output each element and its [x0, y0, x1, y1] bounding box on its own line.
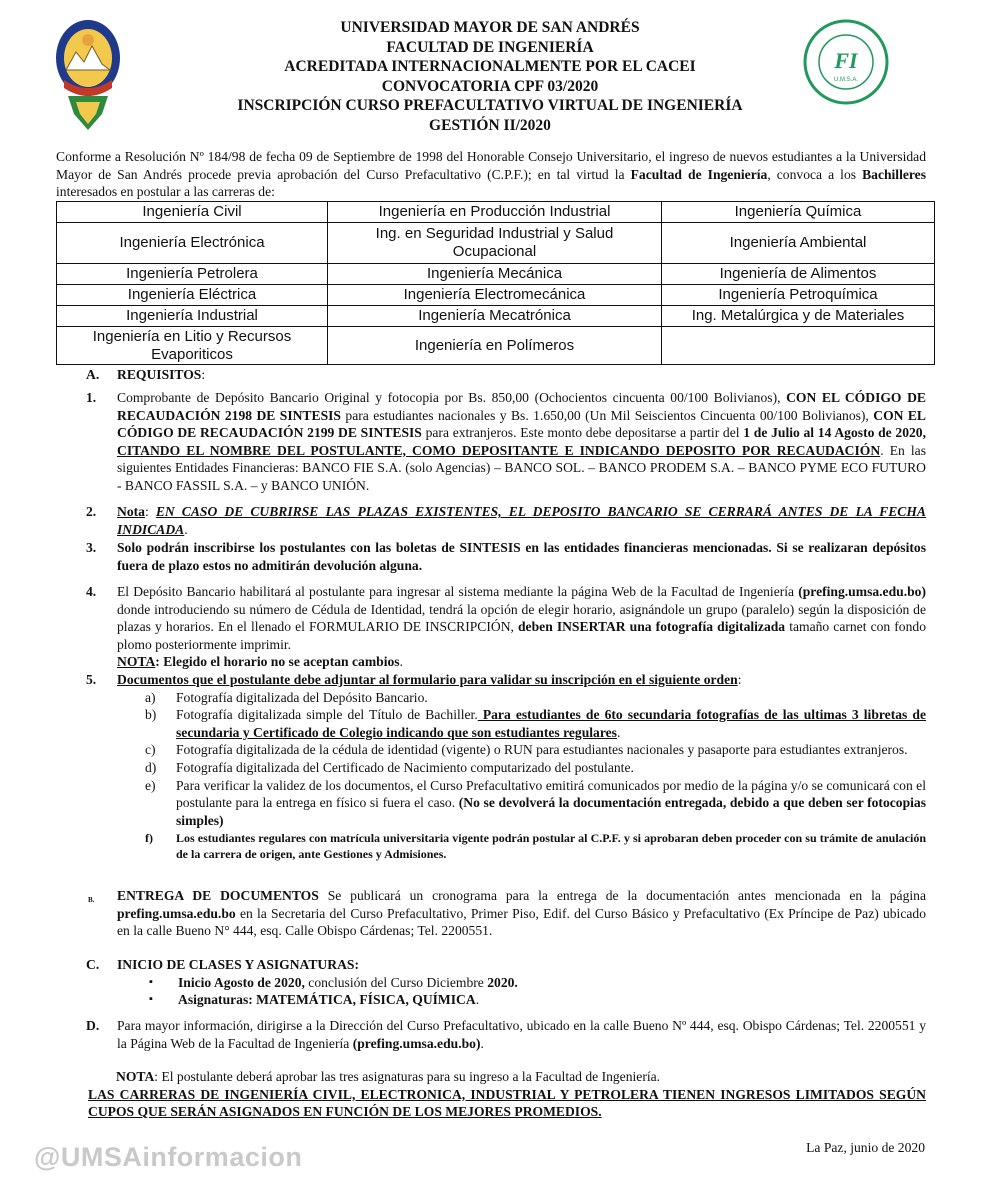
- careers-row: [57, 327, 935, 365]
- list-item: ▪ Asignaturas: MATEMÁTICA, FÍSICA, QUÍMICA.: [149, 992, 480, 1008]
- career-cell: Ing. en Seguridad Industrial y Salud Ocupacional: [328, 223, 662, 264]
- careers-row: [57, 202, 935, 223]
- document-subitem-e: e) Para verificar la validez de los documentos, el Curso Prefacultativo emitirá comunicados por medio de la página y/o se comunicará con el postulante para la entrega en físico si fuera el caso. (No se devolverá la documentación entregada, debido a que deben ser fotocopias simples): [145, 777, 927, 828]
- header-line-call: CONVOCATORIA CPF 03/2020: [381, 77, 599, 95]
- career-cell: Ingeniería en Producción Industrial: [328, 202, 662, 223]
- requirement-item-1: 1. Comprobante de Depósito Bancario Original y fotocopia por Bs. 850,00 (Ochocientos cincuenta 00/100 Bolivianos), CON EL CÓDIGO DE RECAUDACIÓN 2198 DE SINTESIS para estudiantes nacionales y Bs. 1.650,00 (Un Mil Seiscientos Cincuenta 00/100 Bolivianos), CON EL CÓDIGO DE RECAUDACIÓN 2199 DE SINTESIS para extranjeros. Este monto debe depositarse a partir del 1 de Julio al 14 Agosto de 2020, CITANDO EL NOMBRE DEL POSTULANTE, COMO DEPOSITANTE E INDICANDO DEPOSITO POR RECAUDACIÓN. En las siguientes Entidades Financieras: BANCO FIE S.A. (solo Agencias) – BANCO SOL. – BANCO PRODEM S.A. – BANCO PYME ECO FUTURO - BANCO FASSIL S.A. – y BANCO UNIÓN.: [86, 390, 927, 493]
- requirement-item-3: 3. Solo podrán inscribirse los postulantes con las boletas de SINTESIS en las entidades financieras mencionadas. Si se realizaran depósitos fuera de plazo estos no admitirán devolución alguna.: [86, 540, 926, 573]
- requirement-item-2: 2. Nota: EN CASO DE CUBRIRSE LAS PLAZAS EXISTENTES, EL DEPOSITO BANCARIO SE CERRARÁ ANTES DE LA FECHA INDICADA.: [86, 504, 926, 537]
- fi-seal-initials: FI: [834, 48, 858, 73]
- career-cell: Ingeniería Química: [662, 202, 935, 223]
- career-cell: Ingeniería Ambiental: [662, 223, 935, 264]
- fi-seal-sub: U.M.S.A.: [833, 77, 859, 83]
- closing-notes: NOTA: El postulante deberá aprobar las tres asignaturas para su ingreso a la Facultad de Ingeniería. LAS CARRERAS DE INGENIERÍA CIVIL, ELECTRONICA, INDUSTRIAL Y PETROLERA TIENEN INGRESOS LIMITADOS SEGÚN CUPOS QUE SERÁN ASIGNADOS EN FUNCIÓN DE LOS MEJORES PROMEDIOS.: [88, 1069, 926, 1120]
- careers-row: [57, 306, 935, 327]
- career-cell: Ingeniería Civil: [57, 202, 328, 223]
- career-cell: Ingeniería Mecatrónica: [328, 306, 662, 327]
- section-b-entrega: B. ENTREGA DE DOCUMENTOS Se publicará un cronograma para la entrega de la documentación antes mencionada en la página prefing.umsa.edu.bo en la Secretaria del Curso Prefacultativo, Primer Piso, Edif. del Curso Básico y Prefacultativo (Ex Príncipe de Paz) ubicado en la calle Bueno N° 444, esq. Calle Obispo Cárdenas; Tel. 2200551.: [88, 888, 926, 939]
- requirement-item-5: 5. Documentos que el postulante debe adjuntar al formulario para validar su inscripción en el siguiente orden: a) Fotografía digitalizada del Depósito Bancario. b) Fotografía digitalizada simple del Título de Bachiller. Para estudiantes de 6to secundaria fotografías de las ultimas 3 libretas de secundaria y Certificado de Colegio indicando que son estudiantes regulares. c) Fotografía digitalizada de la cédula de identidad (vigente) o RUN para estudiantes nacionales y pasaporte para estudiantes extranjeros. d) Fotografía digitalizada del Certificado de Nacimiento computarizado del postulante. e) Para verificar la validez de los documentos, el Curso Prefacultativo emitirá comunicados por medio de la página y/o se comunicará con el postulante para la entrega en físico si fuera el caso. (No se devolverá la documentación entregada, debido a que deben ser fotocopias simples) f) Los estudiantes regulares con matrícula universitaria vigente podrán postular al C.P.F. y si aprobaran deben proceder con su trámite de anulación de la carrera de origen, ante Gestiones y Admisiones.: [56, 671, 926, 862]
- document-subitem-b: b) Fotografía digitalizada simple del Título de Bachiller. Para estudiantes de 6to secundaria fotografías de las ultimas 3 libretas de secundaria y Certificado de Colegio indicando que son estudiantes regulares.: [145, 707, 927, 740]
- career-cell: Ingeniería en Polímeros: [328, 327, 662, 365]
- header-line-course: INSCRIPCIÓN CURSO PREFACULTATIVO VIRTUAL DE INGENIERÍA: [237, 97, 743, 114]
- header-line-university: UNIVERSIDAD MAYOR DE SAN ANDRÉS: [340, 19, 640, 36]
- document-header: [150, 18, 830, 135]
- list-item: ▪ Inicio Agosto de 2020, conclusión del Curso Diciembre 2020.: [149, 974, 518, 990]
- careers-row: [57, 264, 935, 285]
- limited-admission-notice: LAS CARRERAS DE INGENIERÍA CIVIL, ELECTRONICA, INDUSTRIAL Y PETROLERA TIENEN INGRESOS LIMITADOS SEGÚN CUPOS QUE SERÁN ASIGNADOS EN FUNCIÓN DE LOS MEJORES PROMEDIOS.: [88, 1086, 926, 1120]
- header-line-term: GESTIÓN II/2020: [429, 116, 551, 134]
- section-c-inicio-clases: C. INICIO DE CLASES Y ASIGNATURAS: ▪ Inicio Agosto de 2020, conclusión del Curso Diciembre 2020. ▪ Asignaturas: MATEMÁTICA, FÍSICA, QUÍMICA.: [56, 956, 926, 1009]
- document-subitem-a: a) Fotografía digitalizada del Depósito Bancario.: [145, 689, 428, 705]
- requirement-item-4: 4. El Depósito Bancario habilitará al postulante para ingresar al sistema mediante la página Web de la Facultad de Ingeniería (prefing.umsa.edu.bo) donde introduciendo su número de Cédula de Identidad, tendrá la opción de elegir horario, asignándole un grupo (paralelo) según la disposición de plazas y horarios. En el llenado el FORMULARIO DE INSCRIPCIÓN, deben INSERTAR una fotografía digitalizada tamaño carnet con fondo plomo posteriormente imprimir. NOTA: Elegido el horario no se aceptan cambios.: [86, 584, 926, 670]
- career-cell: Ingeniería Electrónica: [57, 223, 328, 264]
- career-cell: Ingeniería Industrial: [57, 306, 328, 327]
- nota-label: NOTA: [117, 654, 156, 670]
- career-cell: [662, 327, 935, 365]
- careers-row: [57, 223, 935, 264]
- section-a-requisitos: A. REQUISITOS:: [86, 367, 206, 382]
- careers-row: [57, 285, 935, 306]
- closing-nota-label: NOTA: [116, 1069, 155, 1084]
- career-cell: Ingeniería de Alimentos: [662, 264, 935, 285]
- career-cell: Ingeniería Petroquímica: [662, 285, 935, 306]
- intro-paragraph: Conforme a Resolución Nº 184/98 de fecha 09 de Septiembre de 1998 del Honorable Consejo Universitario, el ingreso de nuevos estudiantes a la Universidad Mayor de San Andrés procede previa aprobación del Curso Prefacultativo (C.P.F.); en tal virtud la Facultad de Ingeniería, convoca a los Bachilleres interesados en postular a las carreras de:: [56, 149, 927, 200]
- place-date: La Paz, junio de 2020: [806, 1140, 925, 1155]
- umsa-crest-logo: [54, 18, 122, 134]
- career-cell: Ingeniería en Litio y Recursos Evaporiticos: [57, 327, 328, 365]
- career-cell: Ingeniería Eléctrica: [57, 285, 328, 306]
- careers-table: [56, 201, 935, 365]
- header-line-faculty: FACULTAD DE INGENIERÍA: [386, 38, 594, 56]
- document-subitem-c: c) Fotografía digitalizada de la cédula de identidad (vigente) o RUN para estudiantes nacionales y pasaporte para estudiantes extranjeros.: [145, 742, 908, 758]
- document-subitem-d: d) Fotografía digitalizada del Certificado de Nacimiento computarizado del postulante.: [145, 759, 634, 775]
- career-cell: Ingeniería Electromecánica: [328, 285, 662, 306]
- section-title: REQUISITOS: [117, 367, 202, 382]
- career-cell: Ingeniería Mecánica: [328, 264, 662, 285]
- section-d-informacion: D. Para mayor información, dirigirse a la Dirección del Curso Prefacultativo, ubicado en la calle Bueno Nº 444, esq. Obispo Cárdenas; Tel. 2200551 y la Página Web de la Facultad de Ingeniería (prefing.umsa.edu.bo).: [86, 1018, 926, 1051]
- section-marker: A.: [86, 367, 100, 382]
- career-cell: Ingeniería Petrolera: [57, 264, 328, 285]
- document-subitem-f: f) Los estudiantes regulares con matrícula universitaria vigente podrán postular al C.P.F. y si aprobaran deben proceder con su trámite de anulación de la carrera de origen, ante Gestiones y Admisiones.: [145, 831, 926, 861]
- watermark-text: @UMSAinformacion: [34, 1142, 303, 1172]
- header-line-accreditation: ACREDITADA INTERNACIONALMENTE POR EL CACEI: [284, 58, 696, 75]
- career-cell: Ing. Metalúrgica y de Materiales: [662, 306, 935, 327]
